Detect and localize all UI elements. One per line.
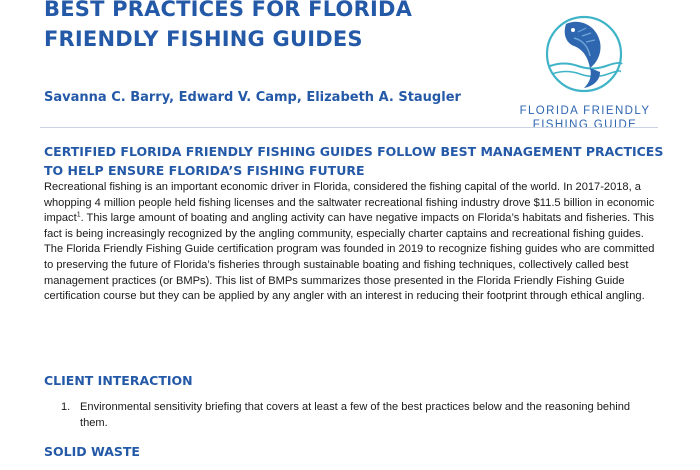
author-list: Savanna C. Barry, Edward V. Camp, Elizabeth A. Staugler <box>44 90 461 105</box>
fish-jumping-icon <box>544 14 624 100</box>
section-heading-client-interaction: CLIENT INTERACTION <box>44 373 193 388</box>
document-title <box>44 0 412 54</box>
list-item <box>44 399 664 431</box>
logo-caption-line-2: FISHING GUIDE <box>532 119 638 131</box>
subtitle-line-2: TO HELP ENSURE FLORIDA’S FISHING FUTURE <box>44 163 365 178</box>
subtitle-line-1: CERTIFIED FLORIDA FRIENDLY FISHING GUIDES FOLLOW BEST MANAGEMENT PRACTICES <box>44 144 664 159</box>
client-interaction-list <box>44 399 664 431</box>
list-item-number: 1. <box>61 401 71 413</box>
document-subtitle <box>44 142 663 180</box>
section-heading-solid-waste: SOLID WASTE <box>44 444 140 459</box>
header-divider <box>40 127 658 128</box>
intro-text-end: . This large amount of boating and angling activity can have negative impacts on Florida’s habitats and fisheries. This fact is being increasingly recognized by the angling community, especially charter captains and recreational fishing guides. The Florida Friendly Fishing Guide certification program was founded in 2019 to recognize fishing guides who are committed to preserving the future of Florida’s fisheries through sustainable boating and fishing techniques, collectively called best management practices (or BMPs). This list of BMPs summarizes those presented in the Florida Friendly Fishing Guide certification course but they can be applied by any angler with an interest in reducing their footprint through ethical angling. <box>44 212 655 303</box>
title-line-1: BEST PRACTICES FOR FLORIDA <box>44 0 413 21</box>
intro-paragraph <box>44 180 664 305</box>
logo-caption-line-1: FLORIDA FRIENDLY <box>519 105 651 117</box>
florida-friendly-fishing-guide-logo <box>510 2 660 137</box>
list-item-text: Environmental sensitivity briefing that covers at least a few of the best practices below and the reasoning behind them. <box>80 401 631 429</box>
title-line-2: FRIENDLY FISHING GUIDES <box>44 27 363 51</box>
intro-text-start: Recreational fishing is an important economic driver in Florida, considered the fishing capital of the world. In 2017-2018, a whopping 4 million people held fishing licenses and the saltwater recreational fishing industry drove $11.5 billion in economic impact <box>44 181 655 225</box>
footnote-reference[interactable]: 1 <box>76 211 81 219</box>
